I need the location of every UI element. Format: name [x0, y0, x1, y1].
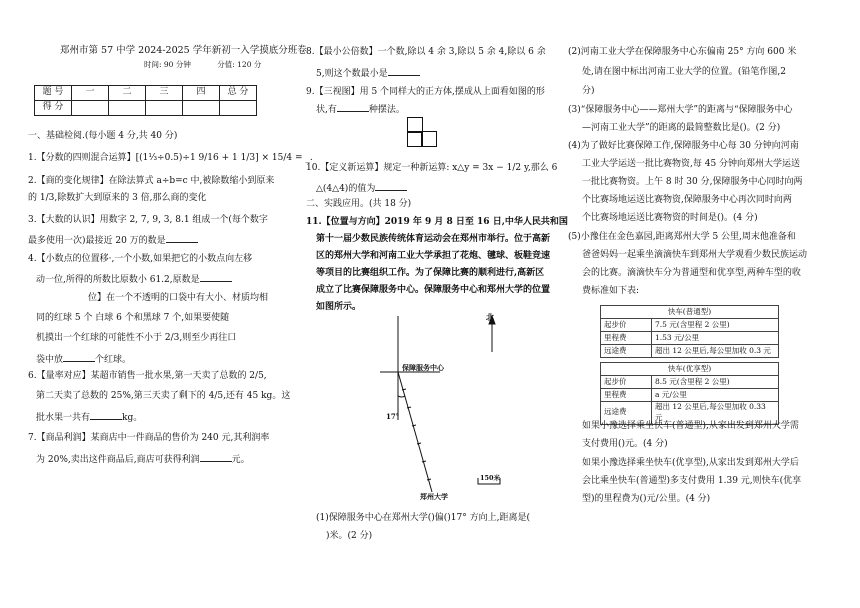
map-north-label: 北 [486, 312, 494, 322]
question-2-line2: 的 1/3,除数扩大到原来的 3 倍,那么商的变化 [28, 193, 207, 203]
score-empty-cell[interactable] [72, 101, 109, 116]
fare-key: 远途费 [601, 402, 652, 425]
question-6-line1: 6.【量率对应】某超市销售一批水果,第一天卖了总数的 2/5, [28, 371, 267, 381]
sub-question-4-line5: 个比赛场地运送比赛物资的时间是()。(4 分) [582, 213, 758, 223]
q3-text: 最多使用一次)最接近 20 万的数是 [28, 236, 166, 246]
answer-blank[interactable] [375, 181, 407, 191]
question-2-line1: 2.【商的变化规律】在除法算式 a÷b=c 中,被除数缩小到原来 [28, 176, 275, 186]
fare-value: 超出 12 公里后,每公里加收 0.3 元 [652, 345, 779, 358]
question-7-line1: 7.【商品利润】某商店中一件商品的售价为 240 元,其利润率 [28, 433, 270, 443]
question-8-line1: 8.【最小公倍数】一个数,除以 4 余 3,除以 5 余 4,除以 6 余 [306, 47, 546, 57]
sub-question-2-line3: 分) [582, 86, 595, 96]
fare-value: 1.53 元/公里 [652, 332, 779, 345]
q7-tail: 元。 [231, 455, 250, 465]
fare-value: a 元/公里 [652, 389, 779, 402]
map-center-label: 保障服务中心 [402, 363, 444, 372]
answer-blank[interactable] [200, 452, 232, 462]
question-11-line5: 成立了比赛保障服务中心。保障服务中心和郑州大学的位置 [316, 285, 551, 295]
sub-question-6-line1: 如果小豫选择乘坐快车(普通型),从家出发到郑州大学需 [582, 421, 799, 431]
q4-text: 动一位,所得的所数比原数小 61.2,原数是 [36, 275, 200, 285]
sub-question-4-line3: 一批比赛物资。上午 8 时 30 分,保障服务中心同时向两 [582, 177, 803, 187]
question-4-line1: 4.【小数点的位置移·,一个小数,如果把它的小数点向左移 [28, 254, 253, 264]
question-5-line2: 同的红球 5 个 白球 6 个和黑球 7 个,如果要使随 [36, 313, 230, 323]
question-11-line3: 区的郑州大学和河南工业大学承担了花炮、毽球、板鞋竞速 [316, 251, 551, 261]
sub-question-6-line2: 支付费用()元。(4 分) [582, 439, 668, 449]
question-5-line3: 机摸出一个红球的可能性不小于 2/3,则至少再往口 [36, 333, 237, 343]
question-6-line3 [36, 410, 142, 425]
sub-question-7-line3: 型)的里程费为()元/公里。(4 分) [582, 494, 711, 504]
sub-question-3-line1: (3)“保障服务中心——郑州大学”的距离与“保障服务中心 [568, 105, 793, 115]
q6-tail: kg。 [122, 413, 143, 423]
sub-question-3-line2: —河南工业大学”的距离的最简整数比是()。(2 分) [582, 123, 781, 133]
sub-question-4-line1: (4)为了做好比赛保障工作,保障服务中心每 30 分钟向河南 [568, 141, 799, 151]
fare-table-header: 快车(优享型) [601, 363, 779, 376]
sub-question-5-line1: (5)小豫住在金色嘉园,距离郑州大学 5 公里,周末他准备和 [568, 232, 796, 242]
score-table [34, 85, 257, 116]
fare-key: 里程费 [601, 332, 652, 345]
q10-text: △(4△4)的值为 [316, 184, 376, 194]
exam-title: 郑州市第 57 中学 2024-2025 学年新初一入学摸底分班卷 [60, 45, 307, 56]
square [421, 131, 437, 147]
question-9-line2 [316, 102, 405, 117]
answer-blank[interactable] [90, 410, 122, 420]
sub-question-5-line3: 会的比赛。滴滴快车分为普通型和优享型,两种车型的收 [582, 268, 801, 278]
exam-score: 分值: 120 分 [217, 60, 262, 69]
sub-question-2-line2: 处,请在图中标出河南工业大学的位置。(铅笔作图,2 [582, 67, 786, 77]
score-header-cell: 题 号 [35, 86, 72, 101]
exam-meta [144, 60, 285, 71]
q9-text: 状,有 [316, 105, 337, 115]
fare-value: 7.5 元(含里程 2 公里) [652, 319, 779, 332]
score-empty-cell[interactable] [183, 101, 220, 116]
fare-key: 里程费 [601, 389, 652, 402]
location-map [360, 312, 540, 508]
score-header-cell: 四 [183, 86, 220, 101]
section-heading-1: 一、基础检阅.(每小题 4 分,共 40 分) [28, 131, 178, 141]
sub-question-5-line2: 爸爸妈妈一起乘坐滴滴快车到郑州大学观看少数民族运动 [582, 250, 808, 260]
score-empty-cell[interactable] [220, 101, 257, 116]
question-4-line2 [36, 272, 232, 287]
q5-text: 袋中放 [36, 355, 64, 365]
sub-question-7-line1: 如果小豫选择乘坐快车(优享型),从家出发到郑州大学后 [582, 458, 799, 468]
question-9-line1: 9.【三视图】用 5 个同样大的正方体,摆成从上面看如图的形 [306, 87, 545, 97]
q8-text: 5,则这个数最小是 [316, 69, 388, 79]
score-empty-cell[interactable] [109, 101, 146, 116]
question-1: 1.【分数的四则混合运算】[(1⅓÷0.5)÷1 9/16 + 1 1/3] × 15/4 = _. [28, 153, 313, 163]
q6-text: 批水果一共有 [36, 413, 91, 423]
question-11-line1: 11.【位置与方向】2019 年 9 月 8 日至 16 日,中华人民共和国 [306, 217, 568, 227]
q5-tail: 个红球。 [95, 355, 132, 365]
fare-table-premium [600, 362, 779, 425]
score-header-cell: 三 [146, 86, 183, 101]
fare-key: 远途费 [601, 345, 652, 358]
exam-time: 时间: 90 分钟 [144, 60, 191, 69]
answer-blank[interactable] [337, 102, 369, 112]
question-8-line2 [316, 66, 420, 81]
score-header-cell: 二 [109, 86, 146, 101]
fare-table-header: 快车(普通型) [601, 306, 779, 319]
question-11-line6: 如图所示。 [316, 302, 362, 312]
fare-key: 起步价 [601, 319, 652, 332]
map-university-label: 郑州大学 [420, 492, 448, 501]
answer-blank[interactable] [388, 66, 420, 76]
question-11-line2: 第十一届少数民族传统体育运动会在郑州市举行。位于高新 [316, 234, 551, 244]
score-label-cell: 得 分 [35, 101, 72, 116]
sub-question-5-line4: 费标准如下表: [582, 286, 640, 296]
question-11-line4: 等项目的比赛组织工作。为了保障比赛的顺利进行,高新区 [316, 268, 545, 278]
sub-question-1-line1: (1)保障服务中心在郑州大学()偏()17° 方向上,距离是( [316, 513, 530, 523]
score-empty-cell[interactable] [146, 101, 183, 116]
answer-blank[interactable] [200, 272, 232, 282]
fare-value: 超出 12 公里后,每公里加收 0.33 元 [652, 402, 779, 425]
section-heading-2: 二、实践应用。(共 18 分) [306, 199, 412, 209]
fare-value: 8.5 元(含里程 2 公里) [652, 376, 779, 389]
sub-question-4-line4: 个比赛场地运送比赛物资,保障服务中心再次同时向两 [582, 195, 792, 205]
score-header-cell: 总 分 [220, 86, 257, 101]
question-3-line1: 3.【大数的认识】用数字 2, 7, 9, 3, 8.1 组成一个(每个数字 [28, 215, 268, 225]
question-10-line1: 10.【定义新运算】规定一种新运算: x△y = 3x − 1/2 y,那么 6 [306, 163, 558, 173]
sub-question-4-line2: 工业大学运送一批比赛物资,每 45 分钟向郑州大学运送 [582, 159, 801, 169]
question-3-line2 [28, 233, 198, 248]
answer-blank[interactable] [166, 233, 198, 243]
answer-blank[interactable] [63, 352, 95, 362]
question-6-line2: 第二天卖了总数的 25%,第三天卖了剩下的 4/5,还有 45 kg。这 [36, 391, 291, 401]
q7-text: 为 20%,卖出这件商品后,商店可获得利润 [36, 455, 200, 465]
question-5-line4 [36, 352, 131, 367]
q9-tail: 种摆法。 [368, 105, 405, 115]
sub-question-2-line1: (2)河南工业大学在保障服务中心东偏南 25° 方向 600 米 [568, 47, 797, 57]
sub-question-7-line2: 会比乘坐快车(普通型)多支付费用 1.39 元,则快车(优享 [582, 476, 802, 486]
map-scale-label: 150米 [480, 474, 501, 482]
map-angle-label: 17° [386, 412, 400, 421]
question-10-line2 [316, 181, 407, 196]
question-5-line1: 位】在一个不透明的口袋中有大小、材质均相 [88, 293, 269, 303]
fare-table-standard [600, 305, 779, 358]
fare-key: 起步价 [601, 376, 652, 389]
score-header-cell: 一 [72, 86, 109, 101]
sub-question-1-line2: )米。(2 分) [326, 531, 373, 541]
question-7-line2 [36, 452, 250, 467]
